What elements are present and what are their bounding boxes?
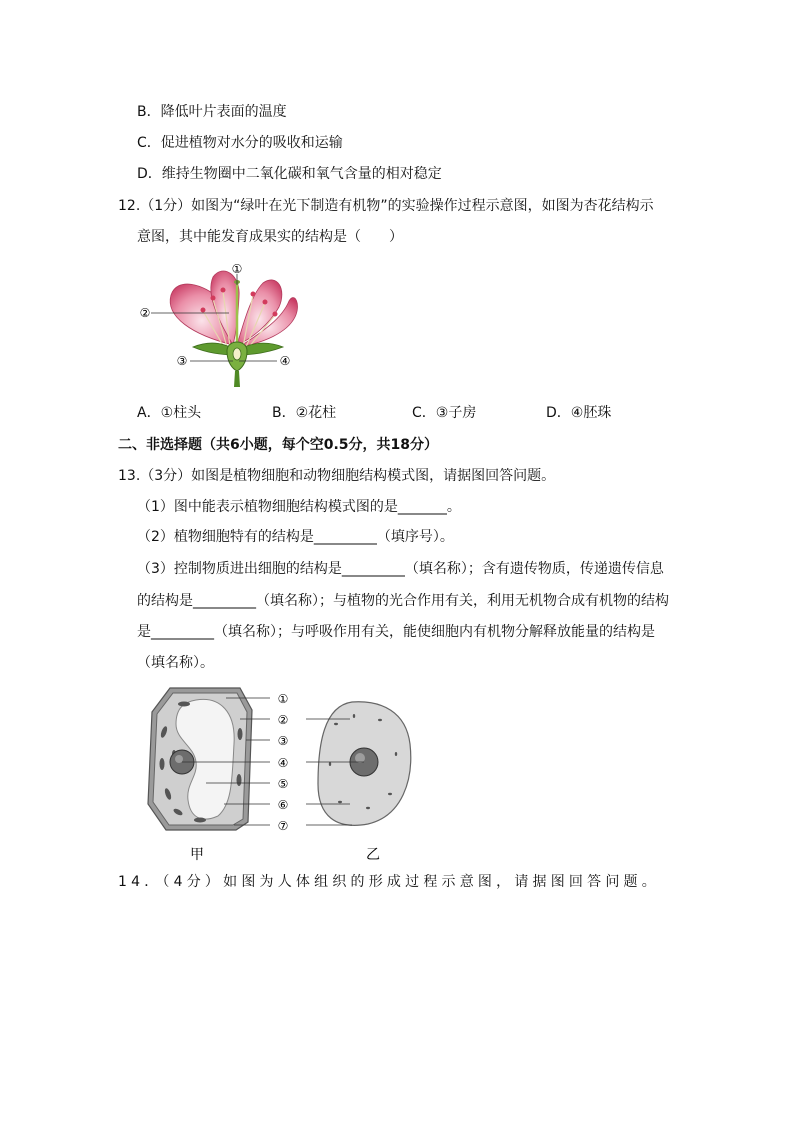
q13-sub3-line3: 是_________（填名称）；与呼吸作用有关，能使细胞内有机物分解释放能量的结构是 <box>137 624 655 640</box>
cell-label-7: ⑦ <box>277 819 289 833</box>
q12-stem-line2: 意图，其中能发育成果实的结构是（ ） <box>137 229 403 245</box>
option-c-prev: C．促进植物对水分的吸收和运输 <box>137 135 343 151</box>
cell-label-2: ② <box>277 713 289 727</box>
option-b-prev: B．降低叶片表面的温度 <box>137 104 287 120</box>
flower-label-1: ① <box>231 262 243 276</box>
cell-label-4: ④ <box>277 756 289 770</box>
q13-sub3-line2: 的结构是_________（填名称）；与植物的光合作用有关，利用无机物合成有机物的结构 <box>137 593 669 609</box>
q14-stem: 14．（4分）如图为人体组织的形成过程示意图，请据图回答问题。 <box>118 874 660 890</box>
q13-sub3-line1: （3）控制物质进出细胞的结构是_________（填名称）；含有遗传物质，传递遗传信息 <box>137 561 664 577</box>
cell-label-6: ⑥ <box>277 798 289 812</box>
caption-animal-cell: 乙 <box>366 847 380 863</box>
apricot-flower-diagram <box>133 255 303 390</box>
flower-label-3: ③ <box>176 354 188 368</box>
flower-label-2: ② <box>139 306 151 320</box>
q13-sub1: （1）图中能表示植物细胞结构模式图的是_______。 <box>137 499 461 515</box>
cell-label-3: ③ <box>277 734 289 748</box>
flower-label-4: ④ <box>279 354 291 368</box>
option-d-prev: D．维持生物圈中二氧化碳和氧气含量的相对稳定 <box>137 166 442 182</box>
cell-label-1: ① <box>277 692 289 706</box>
section-heading: 二、非选择题（共6小题，每个空0.5分，共18分） <box>118 437 439 453</box>
q13-sub3-line4: （填名称）。 <box>137 655 214 671</box>
q12-stem-line1: 12.（1分）如图为“绿叶在光下制造有机物”的实验操作过程示意图，如图为杏花结构示 <box>118 198 654 214</box>
cell-structure-diagram <box>140 684 420 864</box>
q13-sub2: （2）植物细胞特有的结构是_________（填序号）。 <box>137 529 454 545</box>
q13-stem: 13.（3分）如图是植物细胞和动物细胞结构模式图，请据图回答问题。 <box>118 468 556 484</box>
q12-option-a: A．①柱头 <box>137 405 202 421</box>
q12-option-c: C．③子房 <box>412 405 477 421</box>
q12-option-b: B．②花柱 <box>272 405 337 421</box>
cell-label-5: ⑤ <box>277 777 289 791</box>
q12-option-d: D．④胚珠 <box>546 405 612 421</box>
caption-plant-cell: 甲 <box>190 847 204 863</box>
